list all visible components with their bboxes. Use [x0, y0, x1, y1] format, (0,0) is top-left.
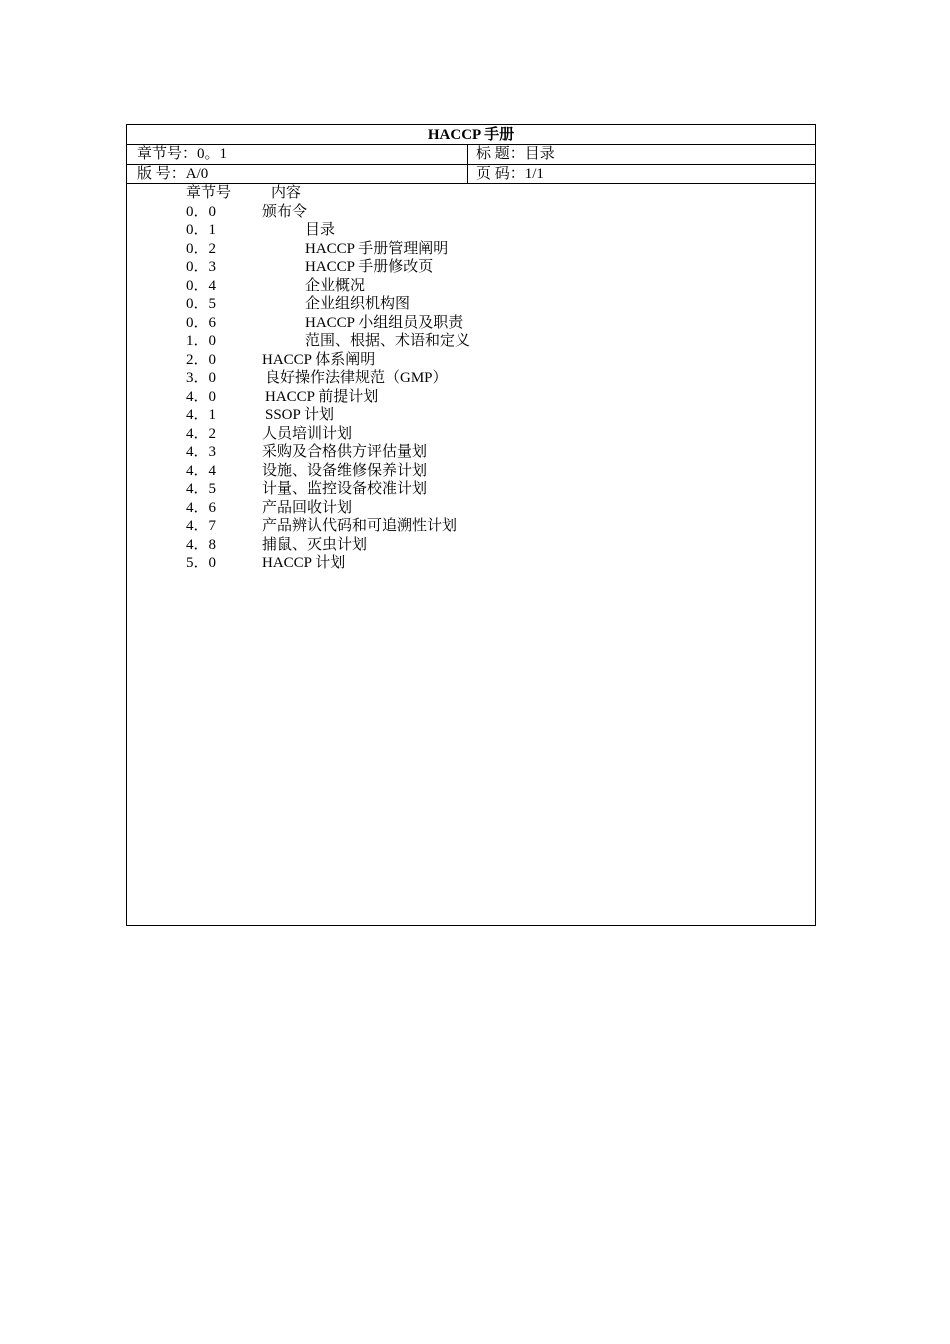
toc-row	[127, 351, 815, 370]
toc-row	[127, 462, 815, 481]
column-divider	[467, 165, 468, 183]
toc-row	[127, 295, 815, 314]
column-divider	[467, 145, 468, 164]
info-row-2	[127, 165, 815, 184]
manual-title: HACCP 手册	[127, 125, 815, 145]
toc-num: 1．0	[186, 333, 217, 349]
toc-row	[127, 221, 815, 240]
toc-row	[127, 277, 815, 296]
toc-row	[127, 240, 815, 259]
toc-num: 0．5	[186, 296, 217, 312]
toc-num: 0．0	[186, 203, 217, 220]
toc-row	[127, 369, 815, 388]
toc-title: HACCP 前提计划	[265, 388, 379, 405]
toc-num: 4．0	[186, 388, 217, 405]
toc-row	[127, 536, 815, 555]
toc-num: 4．8	[186, 536, 217, 553]
toc-title: HACCP 体系阐明	[262, 351, 376, 368]
toc-row	[127, 258, 815, 277]
toc-title: 产品回收计划	[262, 499, 353, 516]
toc-title: 目录	[305, 222, 336, 238]
toc-num: 5．0	[186, 555, 217, 571]
toc-title: 采购及合格供方评估量划	[262, 444, 428, 460]
toc-title: 范围、根据、术语和定义	[305, 333, 471, 349]
toc-row	[127, 332, 815, 351]
toc-row	[127, 203, 815, 222]
toc-row	[127, 517, 815, 536]
toc-num: 4．7	[186, 518, 217, 534]
toc-row	[127, 499, 815, 518]
toc-title: HACCP 手册修改页	[305, 259, 434, 275]
toc-row	[127, 425, 815, 444]
toc-num: 0．3	[186, 259, 217, 275]
toc-num: 2．0	[186, 351, 217, 368]
toc-num: 0．6	[186, 314, 217, 331]
toc-row	[127, 314, 815, 333]
toc-header-chapter: 章节号	[186, 185, 232, 201]
page-number: 页 码：1/1	[476, 166, 544, 182]
toc-num: 4．2	[186, 425, 217, 442]
info-row-1	[127, 145, 815, 165]
toc-num: 0．4	[186, 277, 217, 294]
toc-title: 人员培训计划	[262, 425, 353, 442]
toc-title: 企业概况	[305, 277, 366, 294]
version-number: 版 号：A/0	[137, 166, 209, 182]
toc-num: 4．4	[186, 462, 217, 479]
toc-title: HACCP 计划	[262, 555, 346, 571]
toc-row	[127, 443, 815, 462]
toc-num: 0．2	[186, 240, 217, 257]
toc-row	[127, 480, 815, 499]
toc-title: SSOP 计划	[265, 407, 335, 423]
toc-header-content: 内容	[271, 185, 302, 201]
toc-title: HACCP 小组组员及职责	[305, 314, 464, 331]
toc-num: 4．5	[186, 481, 217, 497]
manual-table	[126, 124, 816, 926]
toc-num: 4．3	[186, 444, 217, 460]
toc-num: 3．0	[186, 370, 217, 386]
toc-num: 0．1	[186, 222, 217, 238]
toc-title: 良好操作法律规范（GMP）	[265, 370, 448, 386]
toc-title: 设施、设备维修保养计划	[262, 462, 428, 479]
toc-row	[127, 554, 815, 573]
toc-num: 4．6	[186, 499, 217, 516]
toc-row	[127, 406, 815, 425]
toc-row	[127, 388, 815, 407]
toc-title: 企业组织机构图	[305, 296, 411, 312]
toc-title: 计量、监控设备校准计划	[262, 481, 428, 497]
toc-title: 捕鼠、灭虫计划	[262, 536, 368, 553]
subject-title: 标 题：目录	[476, 146, 555, 162]
toc-num: 4．1	[186, 407, 217, 423]
toc-title: 产品辨认代码和可追溯性计划	[262, 518, 458, 534]
toc-title: 颁布令	[262, 203, 308, 220]
chapter-number: 章节号：0。1	[137, 146, 228, 162]
toc-title: HACCP 手册管理阐明	[305, 240, 449, 257]
